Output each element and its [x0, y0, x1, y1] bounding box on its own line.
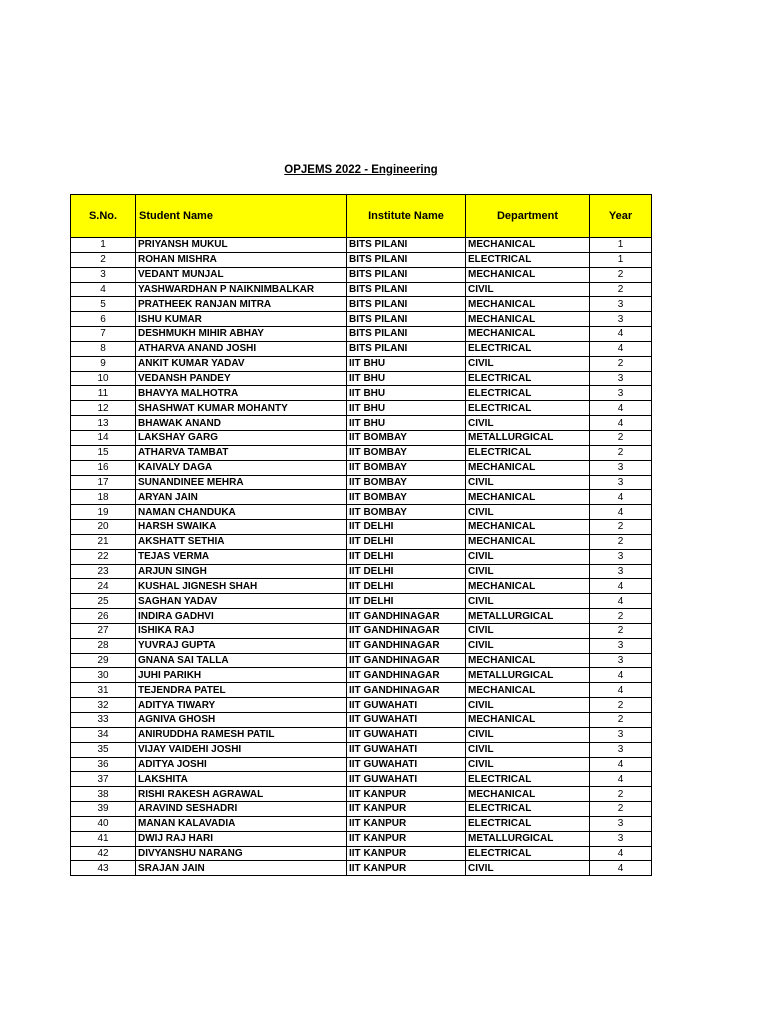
cell-sno: 27: [71, 623, 136, 638]
cell-student-name: ARAVIND SESHADRI: [136, 802, 347, 817]
cell-institute-name: IIT DELHI: [347, 564, 466, 579]
cell-institute-name: IIT GANDHINAGAR: [347, 668, 466, 683]
cell-year: 4: [590, 505, 652, 520]
cell-department: MECHANICAL: [466, 238, 590, 253]
cell-department: CIVIL: [466, 549, 590, 564]
cell-year: 3: [590, 549, 652, 564]
cell-department: ELECTRICAL: [466, 252, 590, 267]
cell-year: 4: [590, 594, 652, 609]
cell-sno: 5: [71, 297, 136, 312]
cell-year: 4: [590, 668, 652, 683]
cell-year: 3: [590, 371, 652, 386]
cell-institute-name: IIT KANPUR: [347, 787, 466, 802]
cell-student-name: YASHWARDHAN P NAIKNIMBALKAR: [136, 282, 347, 297]
cell-department: ELECTRICAL: [466, 341, 590, 356]
cell-sno: 39: [71, 802, 136, 817]
cell-institute-name: IIT DELHI: [347, 520, 466, 535]
table-row: [71, 653, 652, 668]
cell-sno: 9: [71, 356, 136, 371]
cell-sno: 12: [71, 401, 136, 416]
table-body: [71, 238, 652, 876]
cell-year: 2: [590, 356, 652, 371]
cell-institute-name: IIT BOMBAY: [347, 430, 466, 445]
table-row: [71, 668, 652, 683]
cell-student-name: DIVYANSHU NARANG: [136, 846, 347, 861]
cell-department: MECHANICAL: [466, 297, 590, 312]
cell-department: CIVIL: [466, 475, 590, 490]
cell-institute-name: BITS PILANI: [347, 297, 466, 312]
cell-sno: 8: [71, 341, 136, 356]
cell-year: 3: [590, 742, 652, 757]
cell-student-name: JUHI PARIKH: [136, 668, 347, 683]
cell-department: CIVIL: [466, 698, 590, 713]
table-row: [71, 638, 652, 653]
cell-sno: 26: [71, 609, 136, 624]
cell-sno: 40: [71, 816, 136, 831]
cell-sno: 35: [71, 742, 136, 757]
cell-institute-name: IIT DELHI: [347, 579, 466, 594]
cell-sno: 2: [71, 252, 136, 267]
table-row: [71, 252, 652, 267]
cell-student-name: TEJENDRA PATEL: [136, 683, 347, 698]
cell-student-name: VEDANT MUNJAL: [136, 267, 347, 282]
cell-department: ELECTRICAL: [466, 816, 590, 831]
cell-department: CIVIL: [466, 742, 590, 757]
header-department: Department: [466, 195, 590, 238]
header-row: [71, 195, 652, 238]
cell-student-name: LAKSHAY GARG: [136, 430, 347, 445]
table-row: [71, 297, 652, 312]
cell-year: 4: [590, 490, 652, 505]
cell-department: MECHANICAL: [466, 787, 590, 802]
cell-institute-name: IIT GUWAHATI: [347, 713, 466, 728]
cell-year: 2: [590, 282, 652, 297]
cell-institute-name: IIT BOMBAY: [347, 490, 466, 505]
table-row: [71, 727, 652, 742]
cell-institute-name: IIT GUWAHATI: [347, 772, 466, 787]
table-row: [71, 416, 652, 431]
cell-year: 4: [590, 327, 652, 342]
cell-institute-name: IIT BOMBAY: [347, 505, 466, 520]
cell-year: 2: [590, 534, 652, 549]
cell-student-name: ATHARVA TAMBAT: [136, 445, 347, 460]
cell-student-name: SHASHWAT KUMAR MOHANTY: [136, 401, 347, 416]
cell-department: CIVIL: [466, 757, 590, 772]
cell-sno: 32: [71, 698, 136, 713]
cell-year: 2: [590, 267, 652, 282]
cell-department: CIVIL: [466, 861, 590, 876]
cell-sno: 3: [71, 267, 136, 282]
cell-sno: 18: [71, 490, 136, 505]
cell-student-name: NAMAN CHANDUKA: [136, 505, 347, 520]
table-row: [71, 787, 652, 802]
cell-institute-name: IIT DELHI: [347, 549, 466, 564]
student-table: [70, 194, 652, 876]
cell-student-name: ARYAN JAIN: [136, 490, 347, 505]
cell-department: ELECTRICAL: [466, 772, 590, 787]
table-row: [71, 549, 652, 564]
cell-department: MECHANICAL: [466, 579, 590, 594]
cell-year: 3: [590, 475, 652, 490]
cell-sno: 17: [71, 475, 136, 490]
cell-institute-name: IIT BHU: [347, 371, 466, 386]
cell-student-name: INDIRA GADHVI: [136, 609, 347, 624]
cell-student-name: RISHI RAKESH AGRAWAL: [136, 787, 347, 802]
cell-institute-name: IIT BHU: [347, 401, 466, 416]
cell-institute-name: IIT KANPUR: [347, 816, 466, 831]
cell-department: METALLURGICAL: [466, 668, 590, 683]
cell-department: ELECTRICAL: [466, 802, 590, 817]
cell-year: 2: [590, 609, 652, 624]
cell-institute-name: BITS PILANI: [347, 341, 466, 356]
table-row: [71, 594, 652, 609]
cell-department: ELECTRICAL: [466, 386, 590, 401]
cell-institute-name: IIT BOMBAY: [347, 460, 466, 475]
cell-student-name: SUNANDINEE MEHRA: [136, 475, 347, 490]
cell-department: MECHANICAL: [466, 460, 590, 475]
cell-institute-name: BITS PILANI: [347, 238, 466, 253]
cell-year: 4: [590, 861, 652, 876]
table-row: [71, 802, 652, 817]
cell-student-name: ARJUN SINGH: [136, 564, 347, 579]
header-institute-name: Institute Name: [347, 195, 466, 238]
table-row: [71, 831, 652, 846]
header-year: Year: [590, 195, 652, 238]
cell-department: MECHANICAL: [466, 520, 590, 535]
table-row: [71, 772, 652, 787]
cell-department: CIVIL: [466, 356, 590, 371]
table-row: [71, 609, 652, 624]
table-row: [71, 341, 652, 356]
table-row: [71, 698, 652, 713]
cell-sno: 23: [71, 564, 136, 579]
cell-year: 4: [590, 341, 652, 356]
cell-department: MECHANICAL: [466, 312, 590, 327]
cell-department: MECHANICAL: [466, 267, 590, 282]
cell-institute-name: IIT GANDHINAGAR: [347, 623, 466, 638]
cell-department: ELECTRICAL: [466, 846, 590, 861]
header-sno: S.No.: [71, 195, 136, 238]
cell-sno: 13: [71, 416, 136, 431]
cell-student-name: GNANA SAI TALLA: [136, 653, 347, 668]
cell-institute-name: IIT KANPUR: [347, 846, 466, 861]
cell-year: 4: [590, 416, 652, 431]
cell-institute-name: IIT GANDHINAGAR: [347, 653, 466, 668]
cell-sno: 20: [71, 520, 136, 535]
cell-sno: 33: [71, 713, 136, 728]
cell-student-name: YUVRAJ GUPTA: [136, 638, 347, 653]
cell-institute-name: IIT GANDHINAGAR: [347, 609, 466, 624]
cell-year: 3: [590, 638, 652, 653]
table-header: [71, 195, 652, 238]
table-row: [71, 312, 652, 327]
cell-institute-name: IIT GUWAHATI: [347, 757, 466, 772]
cell-year: 3: [590, 831, 652, 846]
cell-student-name: TEJAS VERMA: [136, 549, 347, 564]
table-row: [71, 430, 652, 445]
cell-department: ELECTRICAL: [466, 401, 590, 416]
cell-student-name: PRIYANSH MUKUL: [136, 238, 347, 253]
table-row: [71, 713, 652, 728]
cell-institute-name: IIT BHU: [347, 356, 466, 371]
cell-student-name: ANKIT KUMAR YADAV: [136, 356, 347, 371]
cell-year: 4: [590, 579, 652, 594]
cell-institute-name: IIT BHU: [347, 416, 466, 431]
table-row: [71, 520, 652, 535]
cell-year: 3: [590, 564, 652, 579]
cell-student-name: HARSH SWAIKA: [136, 520, 347, 535]
cell-department: CIVIL: [466, 638, 590, 653]
cell-student-name: SRAJAN JAIN: [136, 861, 347, 876]
cell-institute-name: IIT BOMBAY: [347, 445, 466, 460]
cell-institute-name: BITS PILANI: [347, 252, 466, 267]
cell-department: ELECTRICAL: [466, 445, 590, 460]
cell-department: CIVIL: [466, 282, 590, 297]
cell-year: 1: [590, 238, 652, 253]
cell-department: CIVIL: [466, 594, 590, 609]
table-row: [71, 623, 652, 638]
cell-student-name: DWIJ RAJ HARI: [136, 831, 347, 846]
cell-department: MECHANICAL: [466, 534, 590, 549]
cell-sno: 22: [71, 549, 136, 564]
cell-student-name: BHAVYA MALHOTRA: [136, 386, 347, 401]
cell-department: CIVIL: [466, 623, 590, 638]
cell-student-name: VIJAY VAIDEHI JOSHI: [136, 742, 347, 757]
table-row: [71, 356, 652, 371]
cell-department: ELECTRICAL: [466, 371, 590, 386]
cell-student-name: ADITYA TIWARY: [136, 698, 347, 713]
cell-student-name: ROHAN MISHRA: [136, 252, 347, 267]
table-row: [71, 683, 652, 698]
cell-student-name: KUSHAL JIGNESH SHAH: [136, 579, 347, 594]
cell-institute-name: IIT GUWAHATI: [347, 742, 466, 757]
header-student-name: Student Name: [136, 195, 347, 238]
table-row: [71, 505, 652, 520]
cell-sno: 24: [71, 579, 136, 594]
cell-year: 4: [590, 757, 652, 772]
cell-institute-name: IIT DELHI: [347, 594, 466, 609]
table-row: [71, 816, 652, 831]
cell-department: CIVIL: [466, 505, 590, 520]
cell-sno: 41: [71, 831, 136, 846]
cell-year: 1: [590, 252, 652, 267]
cell-student-name: KAIVALY DAGA: [136, 460, 347, 475]
cell-year: 4: [590, 772, 652, 787]
cell-institute-name: IIT GUWAHATI: [347, 698, 466, 713]
cell-institute-name: IIT DELHI: [347, 534, 466, 549]
cell-institute-name: IIT BHU: [347, 386, 466, 401]
cell-sno: 37: [71, 772, 136, 787]
cell-year: 2: [590, 802, 652, 817]
cell-department: MECHANICAL: [466, 327, 590, 342]
cell-institute-name: IIT KANPUR: [347, 861, 466, 876]
cell-institute-name: IIT BOMBAY: [347, 475, 466, 490]
cell-student-name: ISHU KUMAR: [136, 312, 347, 327]
cell-year: 3: [590, 386, 652, 401]
cell-sno: 43: [71, 861, 136, 876]
table-row: [71, 742, 652, 757]
cell-institute-name: IIT GANDHINAGAR: [347, 638, 466, 653]
cell-sno: 4: [71, 282, 136, 297]
cell-institute-name: IIT GANDHINAGAR: [347, 683, 466, 698]
table-row: [71, 327, 652, 342]
cell-department: MECHANICAL: [466, 683, 590, 698]
cell-year: 3: [590, 816, 652, 831]
cell-student-name: ATHARVA ANAND JOSHI: [136, 341, 347, 356]
cell-department: MECHANICAL: [466, 653, 590, 668]
table-row: [71, 490, 652, 505]
cell-sno: 31: [71, 683, 136, 698]
cell-institute-name: BITS PILANI: [347, 282, 466, 297]
cell-student-name: ISHIKA RAJ: [136, 623, 347, 638]
cell-sno: 11: [71, 386, 136, 401]
cell-student-name: PRATHEEK RANJAN MITRA: [136, 297, 347, 312]
cell-department: CIVIL: [466, 564, 590, 579]
cell-year: 2: [590, 623, 652, 638]
cell-department: METALLURGICAL: [466, 831, 590, 846]
cell-year: 2: [590, 787, 652, 802]
cell-sno: 7: [71, 327, 136, 342]
table-row: [71, 371, 652, 386]
cell-sno: 28: [71, 638, 136, 653]
cell-department: METALLURGICAL: [466, 609, 590, 624]
cell-sno: 25: [71, 594, 136, 609]
cell-institute-name: BITS PILANI: [347, 267, 466, 282]
cell-sno: 19: [71, 505, 136, 520]
table-row: [71, 579, 652, 594]
cell-sno: 38: [71, 787, 136, 802]
cell-student-name: DESHMUKH MIHIR ABHAY: [136, 327, 347, 342]
cell-sno: 36: [71, 757, 136, 772]
cell-department: METALLURGICAL: [466, 430, 590, 445]
table-row: [71, 846, 652, 861]
cell-sno: 15: [71, 445, 136, 460]
table-row: [71, 861, 652, 876]
cell-institute-name: IIT KANPUR: [347, 831, 466, 846]
table-row: [71, 460, 652, 475]
cell-sno: 1: [71, 238, 136, 253]
table-row: [71, 386, 652, 401]
cell-department: CIVIL: [466, 727, 590, 742]
cell-year: 3: [590, 460, 652, 475]
table-row: [71, 238, 652, 253]
cell-year: 4: [590, 846, 652, 861]
cell-sno: 16: [71, 460, 136, 475]
table-row: [71, 564, 652, 579]
cell-student-name: MANAN KALAVADIA: [136, 816, 347, 831]
table-row: [71, 282, 652, 297]
cell-institute-name: BITS PILANI: [347, 312, 466, 327]
cell-institute-name: IIT GUWAHATI: [347, 727, 466, 742]
cell-sno: 6: [71, 312, 136, 327]
cell-department: CIVIL: [466, 416, 590, 431]
cell-year: 3: [590, 312, 652, 327]
cell-student-name: BHAWAK ANAND: [136, 416, 347, 431]
cell-sno: 21: [71, 534, 136, 549]
cell-sno: 10: [71, 371, 136, 386]
cell-year: 4: [590, 683, 652, 698]
cell-sno: 30: [71, 668, 136, 683]
cell-student-name: ADITYA JOSHI: [136, 757, 347, 772]
table-row: [71, 475, 652, 490]
cell-year: 3: [590, 297, 652, 312]
cell-year: 3: [590, 653, 652, 668]
cell-year: 3: [590, 727, 652, 742]
table-row: [71, 757, 652, 772]
cell-student-name: AKSHATT SETHIA: [136, 534, 347, 549]
cell-sno: 34: [71, 727, 136, 742]
cell-year: 2: [590, 713, 652, 728]
cell-department: MECHANICAL: [466, 490, 590, 505]
cell-student-name: AGNIVA GHOSH: [136, 713, 347, 728]
cell-year: 2: [590, 520, 652, 535]
document-title: OPJEMS 2022 - Engineering: [284, 164, 438, 176]
cell-institute-name: IIT KANPUR: [347, 802, 466, 817]
table-row: [71, 445, 652, 460]
cell-department: MECHANICAL: [466, 713, 590, 728]
table-row: [71, 534, 652, 549]
cell-sno: 29: [71, 653, 136, 668]
cell-year: 4: [590, 401, 652, 416]
cell-year: 2: [590, 445, 652, 460]
cell-sno: 42: [71, 846, 136, 861]
cell-student-name: ANIRUDDHA RAMESH PATIL: [136, 727, 347, 742]
cell-student-name: LAKSHITA: [136, 772, 347, 787]
cell-year: 2: [590, 430, 652, 445]
cell-year: 2: [590, 698, 652, 713]
table-row: [71, 267, 652, 282]
table-row: [71, 401, 652, 416]
cell-student-name: SAGHAN YADAV: [136, 594, 347, 609]
cell-sno: 14: [71, 430, 136, 445]
cell-student-name: VEDANSH PANDEY: [136, 371, 347, 386]
cell-institute-name: BITS PILANI: [347, 327, 466, 342]
